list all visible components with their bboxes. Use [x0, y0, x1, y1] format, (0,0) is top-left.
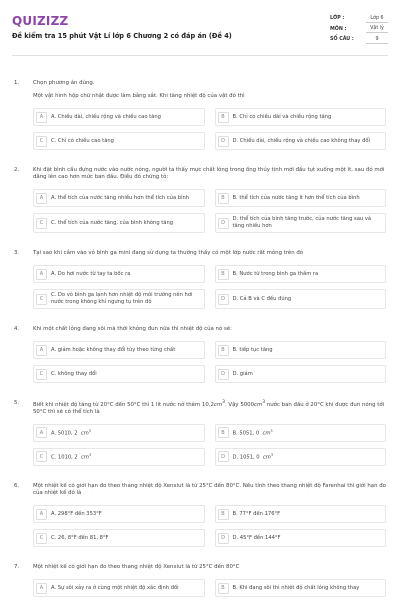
meta-value: Lớp 6	[366, 16, 388, 23]
option-letter: A	[36, 269, 47, 280]
option-a[interactable]	[33, 579, 205, 597]
option-letter: D	[218, 451, 229, 462]
option-letter: A	[36, 112, 47, 123]
option-b[interactable]	[215, 108, 387, 126]
unit-exponent: 3	[270, 428, 273, 433]
meta-label: LỚP :	[330, 16, 345, 22]
option-letter: D	[218, 218, 229, 229]
option-text: D. giảm	[232, 370, 253, 377]
quiz-meta	[330, 14, 388, 46]
option-d[interactable]	[215, 448, 387, 466]
option-text: C. Chỉ có chiều cao tăng	[51, 137, 114, 144]
question-text: Chọn phương án đúng.	[33, 80, 95, 86]
question-2	[0, 167, 400, 233]
question-text-part: . Vậy 5000	[225, 401, 255, 408]
unit-exponent: 3	[262, 400, 266, 406]
question-text: Một nhiệt kế có giới hạn đo theo thang nhiệt độ Xenxiut là từ 25°C đến 80°C	[33, 564, 240, 571]
unit-exponent: 3	[88, 428, 92, 433]
option-a[interactable]	[33, 341, 205, 359]
question-number: 5.	[14, 400, 20, 407]
option-c[interactable]	[33, 365, 205, 383]
option-text: A. Sự sôi xảy ra ở cùng một nhiệt độ xác định đối	[51, 584, 179, 591]
meta-value: Vật lý	[366, 26, 388, 33]
unit-label: cm	[262, 430, 271, 437]
option-value: D. 1051, 0	[232, 454, 260, 461]
option-b[interactable]	[215, 505, 387, 523]
option-text: A. thể tích của nước tăng nhiều hơn thể tích của bình	[51, 194, 190, 201]
option-letter: D	[218, 136, 229, 147]
option-b[interactable]	[215, 189, 387, 207]
meta-row-subject	[330, 25, 388, 36]
meta-label: MÔN :	[330, 26, 347, 32]
option-d[interactable]	[215, 132, 387, 150]
option-text: B. Chỉ có chiều dài và chiều rộng tăng	[232, 113, 332, 120]
question-6	[0, 483, 400, 547]
option-d[interactable]	[215, 213, 387, 233]
option-a[interactable]	[33, 265, 205, 283]
option-text	[51, 429, 91, 438]
unit-label: cm	[262, 454, 271, 461]
question-number: 6.	[14, 482, 20, 489]
header-divider	[12, 55, 388, 56]
option-text: D. Chiều dài, chiều rộng và chiều cao không thay đổi	[232, 137, 371, 144]
option-value: A. 5010, 2	[51, 430, 78, 437]
question-text: Một nhiệt kế có giới hạn đo theo thang nhiệt độ Xenxiut là từ 25°C đến 80°C. Nếu tính theo thang nhiệt độ Farenhai thì giới hạn đo của nhiệt kế đó là	[33, 482, 386, 496]
option-letter: B	[218, 509, 229, 520]
option-d[interactable]	[215, 365, 387, 383]
option-text: A. Do hơi nước từ tay ta bốc ra	[51, 270, 131, 277]
option-b[interactable]	[215, 265, 387, 283]
option-letter: B	[218, 583, 229, 594]
option-a[interactable]	[33, 424, 205, 442]
option-letter: B	[218, 345, 229, 356]
option-letter: B	[218, 112, 229, 123]
answer-options	[33, 579, 386, 597]
answer-options	[33, 189, 386, 233]
unit-label: cm	[81, 454, 89, 461]
unit-exponent: 3	[222, 400, 225, 406]
question-text-part: Biết khi nhiệt độ tăng từ 20°C đến 50°C thì 1 lít nước nở thêm 10,2	[33, 401, 214, 408]
option-a[interactable]	[33, 189, 205, 207]
page-header	[0, 0, 400, 56]
unit-exponent: 3	[270, 452, 274, 457]
option-text: B. Nước từ trong bình ga thấm ra	[232, 270, 319, 277]
option-text: B. 77°F đến 176°F	[232, 510, 281, 517]
unit-exponent: 3	[88, 452, 92, 457]
option-letter: C	[36, 451, 47, 462]
unit-label: cm	[213, 401, 223, 408]
option-letter: C	[36, 294, 47, 305]
question-number: 2.	[14, 167, 20, 174]
meta-label: SỐ CÂU :	[330, 37, 354, 43]
option-letter: B	[218, 427, 229, 438]
option-text: C. Do vỏ bình ga lạnh hơn nhiệt độ môi trường nên hơi nước trong không khí ngưng tụ trên đó	[51, 292, 193, 306]
option-text: C. thể tích của nước tăng, của bình không tăng	[51, 219, 174, 226]
option-text	[51, 453, 91, 462]
question-text: Khi đặt bình cầu đựng nước vào nước nóng, người ta thấy mực chất lỏng trong ống thủy tinh mới đầu tụt xuống một ít, sau đó mới dâng lên cao hơn mức ban đầu. Điều đó chứng tỏ:	[33, 167, 385, 181]
option-letter: C	[36, 218, 47, 229]
option-letter: A	[36, 509, 47, 520]
meta-row-class	[330, 14, 388, 25]
question-5	[0, 400, 400, 466]
option-letter: C	[36, 533, 47, 544]
option-text: B. Khi đang sôi thì nhiệt độ chất lỏng không thay	[232, 584, 360, 591]
option-letter: D	[218, 294, 229, 305]
option-letter: C	[36, 136, 47, 147]
option-letter: B	[218, 269, 229, 280]
answer-options	[33, 505, 386, 547]
option-text: A. giảm hoặc không thay đổi tùy theo từng chất	[51, 346, 176, 353]
question-text-part: nước ban đầu ở 20°C khi được đun nóng tới 50°C thì sẽ có thể tích là	[33, 401, 385, 415]
option-d[interactable]	[215, 289, 387, 309]
option-text: C. 26, 8°F đến 81, 8°F	[51, 534, 109, 541]
meta-row-count	[330, 35, 388, 46]
option-c[interactable]	[33, 213, 205, 233]
option-value: B. 5051, 0	[232, 430, 260, 437]
option-b[interactable]	[215, 341, 387, 359]
option-text: B. thể tích của nước tăng ít hơn thể tích của bình	[232, 194, 360, 201]
option-b[interactable]	[215, 579, 387, 597]
option-text: A. Chiều dài, chiều rộng và chiều cao tăng	[51, 113, 161, 120]
unit-label: cm	[254, 401, 263, 408]
option-a[interactable]	[33, 108, 205, 126]
unit-label: cm	[80, 430, 89, 437]
option-letter: A	[36, 427, 47, 438]
question-number: 4.	[14, 326, 20, 333]
option-text: B. tiếp tục tăng	[232, 346, 273, 353]
option-letter: D	[218, 533, 229, 544]
option-text: D. thể tích của bình tăng trước, của nước tăng sau và tăng nhiều hơn	[232, 216, 372, 230]
option-c[interactable]	[33, 448, 205, 466]
answer-options	[33, 341, 386, 383]
answer-options	[33, 265, 386, 309]
question-7	[0, 564, 400, 597]
option-text: C. không thay đổi	[51, 370, 97, 377]
answer-options	[33, 108, 386, 150]
option-letter: B	[218, 193, 229, 204]
option-letter: C	[36, 369, 47, 380]
meta-value: 9	[366, 37, 388, 44]
page-title: Đề kiểm tra 15 phút Vật Lí lớp 6 Chương 2 có đáp án (Đề 4)	[12, 32, 232, 40]
question-number: 1.	[14, 80, 20, 86]
option-text: A. 298°F đến 353°F	[51, 510, 102, 517]
question-number: 7.	[14, 564, 20, 571]
option-b[interactable]	[215, 424, 387, 442]
question-4	[0, 326, 400, 383]
answer-options	[33, 424, 386, 466]
option-text	[233, 429, 273, 438]
option-d[interactable]	[215, 529, 387, 547]
option-text	[233, 453, 274, 462]
question-subtext: Một vật hình hộp chữ nhật được làm bằng sắt. Khi tăng nhiệt độ của vật đó thì	[33, 93, 245, 100]
option-value: C. 1010, 2	[51, 454, 78, 461]
question-1	[0, 80, 400, 150]
question-3	[0, 250, 400, 309]
option-letter: A	[36, 193, 47, 204]
question-text	[33, 400, 386, 416]
question-text: Tại sao khi cắm vào vỏ bình ga mini đang sử dụng ta thường thấy có một lớp nước rất mỏng trên đó	[33, 250, 304, 257]
option-letter: A	[36, 345, 47, 356]
option-letter: D	[218, 369, 229, 380]
option-c[interactable]	[33, 289, 205, 309]
question-text: Khi một chất lỏng đang sôi mà thời không đun nữa thì nhiệt độ của nó sẽ:	[33, 326, 232, 333]
quizizz-logo[interactable]: QUIZIZZ	[12, 14, 69, 28]
option-text: D. Cả B và C đều đúng	[232, 295, 292, 302]
option-c[interactable]	[33, 132, 205, 150]
option-c[interactable]	[33, 529, 205, 547]
option-text: D. 45°F đến 144°F	[232, 534, 281, 541]
option-a[interactable]	[33, 505, 205, 523]
option-letter: A	[36, 583, 47, 594]
question-number: 3.	[14, 250, 20, 257]
